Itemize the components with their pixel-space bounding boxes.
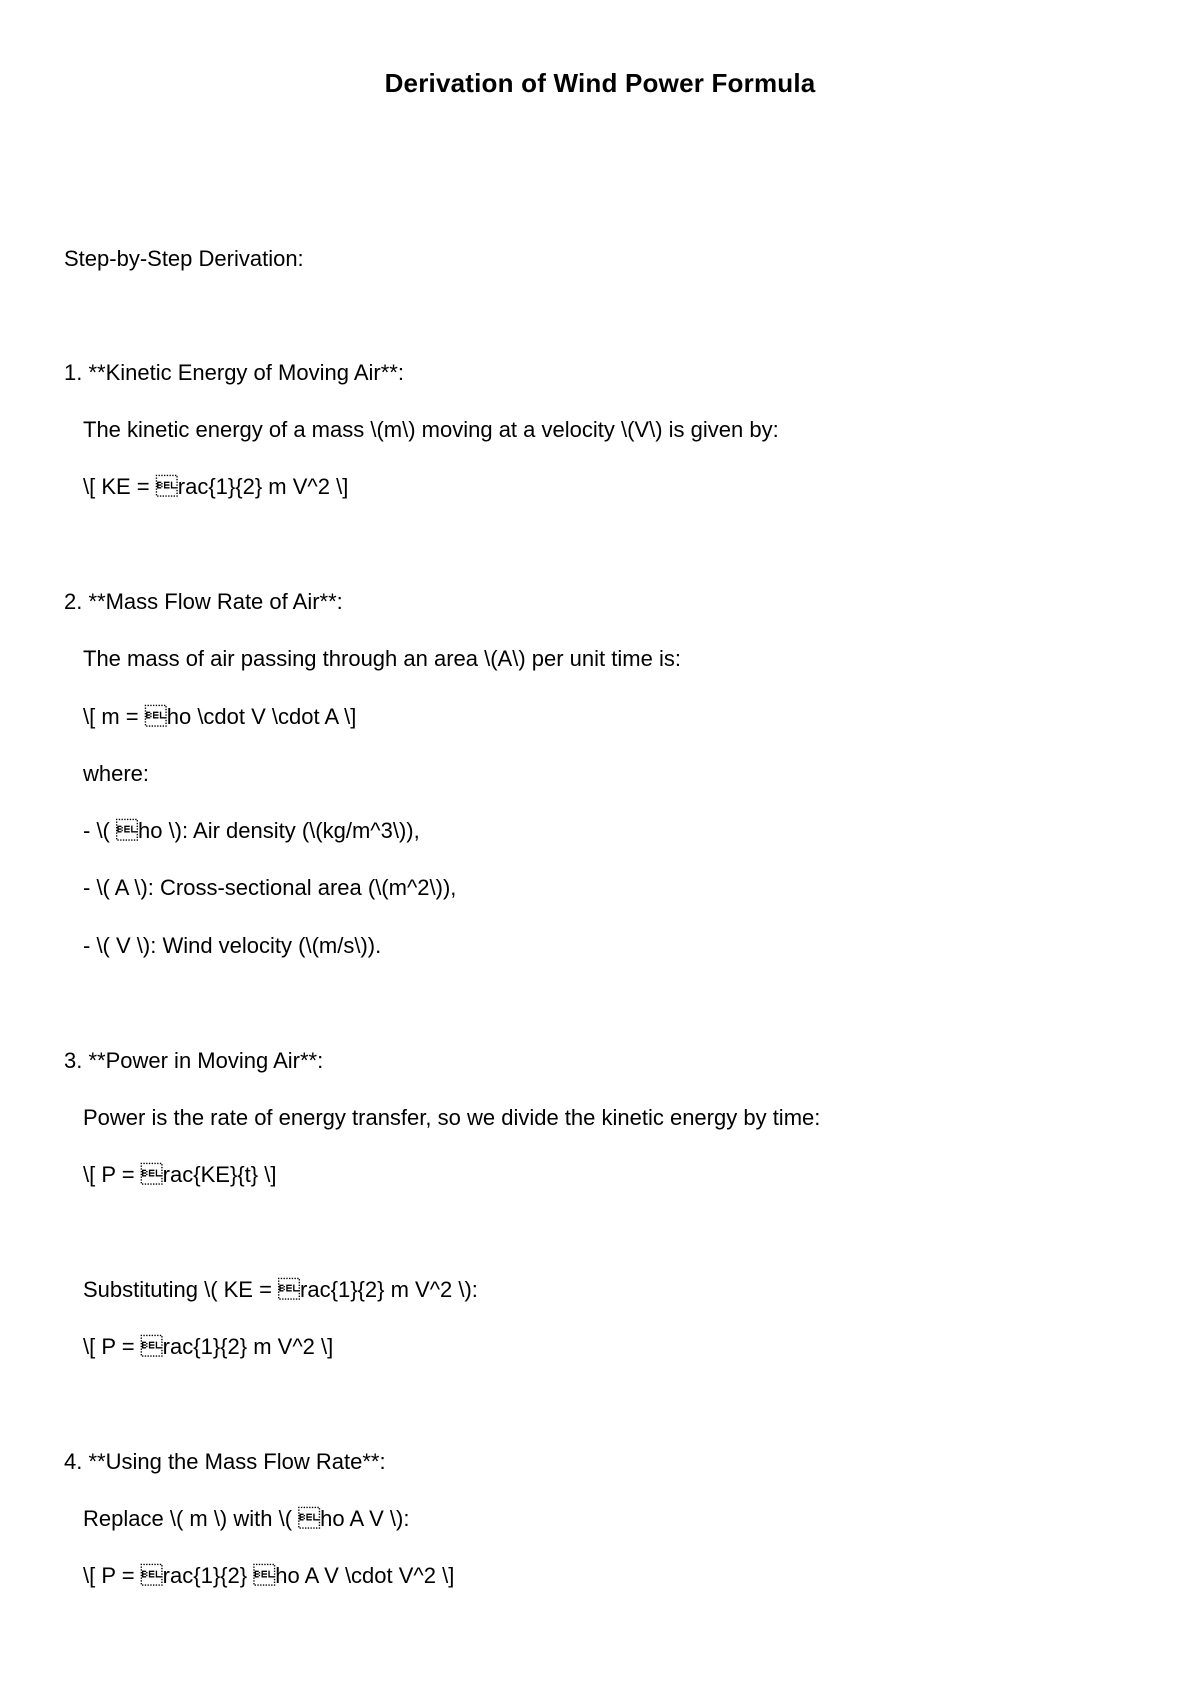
section-4-heading: 4. **Using the Mass Flow Rate**: <box>64 1449 386 1474</box>
intro-text: Step-by-Step Derivation: <box>64 246 304 271</box>
section-4-equation: \[ P = rac{1}{2} ho A V \cdot V^2 \] <box>83 1563 455 1588</box>
section-1-heading: 1. **Kinetic Energy of Moving Air**: <box>64 360 404 385</box>
section-2-equation: \[ m = ho \cdot V \cdot A \] <box>83 704 357 729</box>
section-2-line-1: The mass of air passing through an area \(A\) per unit time is: <box>83 646 681 671</box>
section-2-heading: 2. **Mass Flow Rate of Air**: <box>64 589 343 614</box>
document-title: Derivation of Wind Power Formula <box>384 68 816 98</box>
section-3-line-1: Power is the rate of energy transfer, so we divide the kinetic energy by time: <box>83 1105 821 1130</box>
section-2-bullet-3: - \( V \): Wind velocity (\(m/s\)). <box>83 933 382 958</box>
section-3-equation-2: \[ P = rac{1}{2} m V^2 \] <box>83 1334 334 1359</box>
section-1-line-1: The kinetic energy of a mass \(m\) moving at a velocity \(V\) is given by: <box>83 417 779 442</box>
section-4-line-1: Replace \( m \) with \( ho A V \): <box>83 1506 410 1531</box>
section-2-where: where: <box>83 761 150 786</box>
section-2-bullet-2: - \( A \): Cross-sectional area (\(m^2\)), <box>83 875 457 900</box>
section-3-substitution: Substituting \( KE = rac{1}{2} m V^2 \): <box>83 1277 478 1302</box>
section-1-equation: \[ KE = rac{1}{2} m V^2 \] <box>83 474 349 499</box>
section-2-bullet-1: - \( ho \): Air density (\(kg/m^3\)), <box>83 818 420 843</box>
section-3-heading: 3. **Power in Moving Air**: <box>64 1048 324 1073</box>
section-3-equation-1: \[ P = rac{KE}{t} \] <box>83 1162 277 1187</box>
